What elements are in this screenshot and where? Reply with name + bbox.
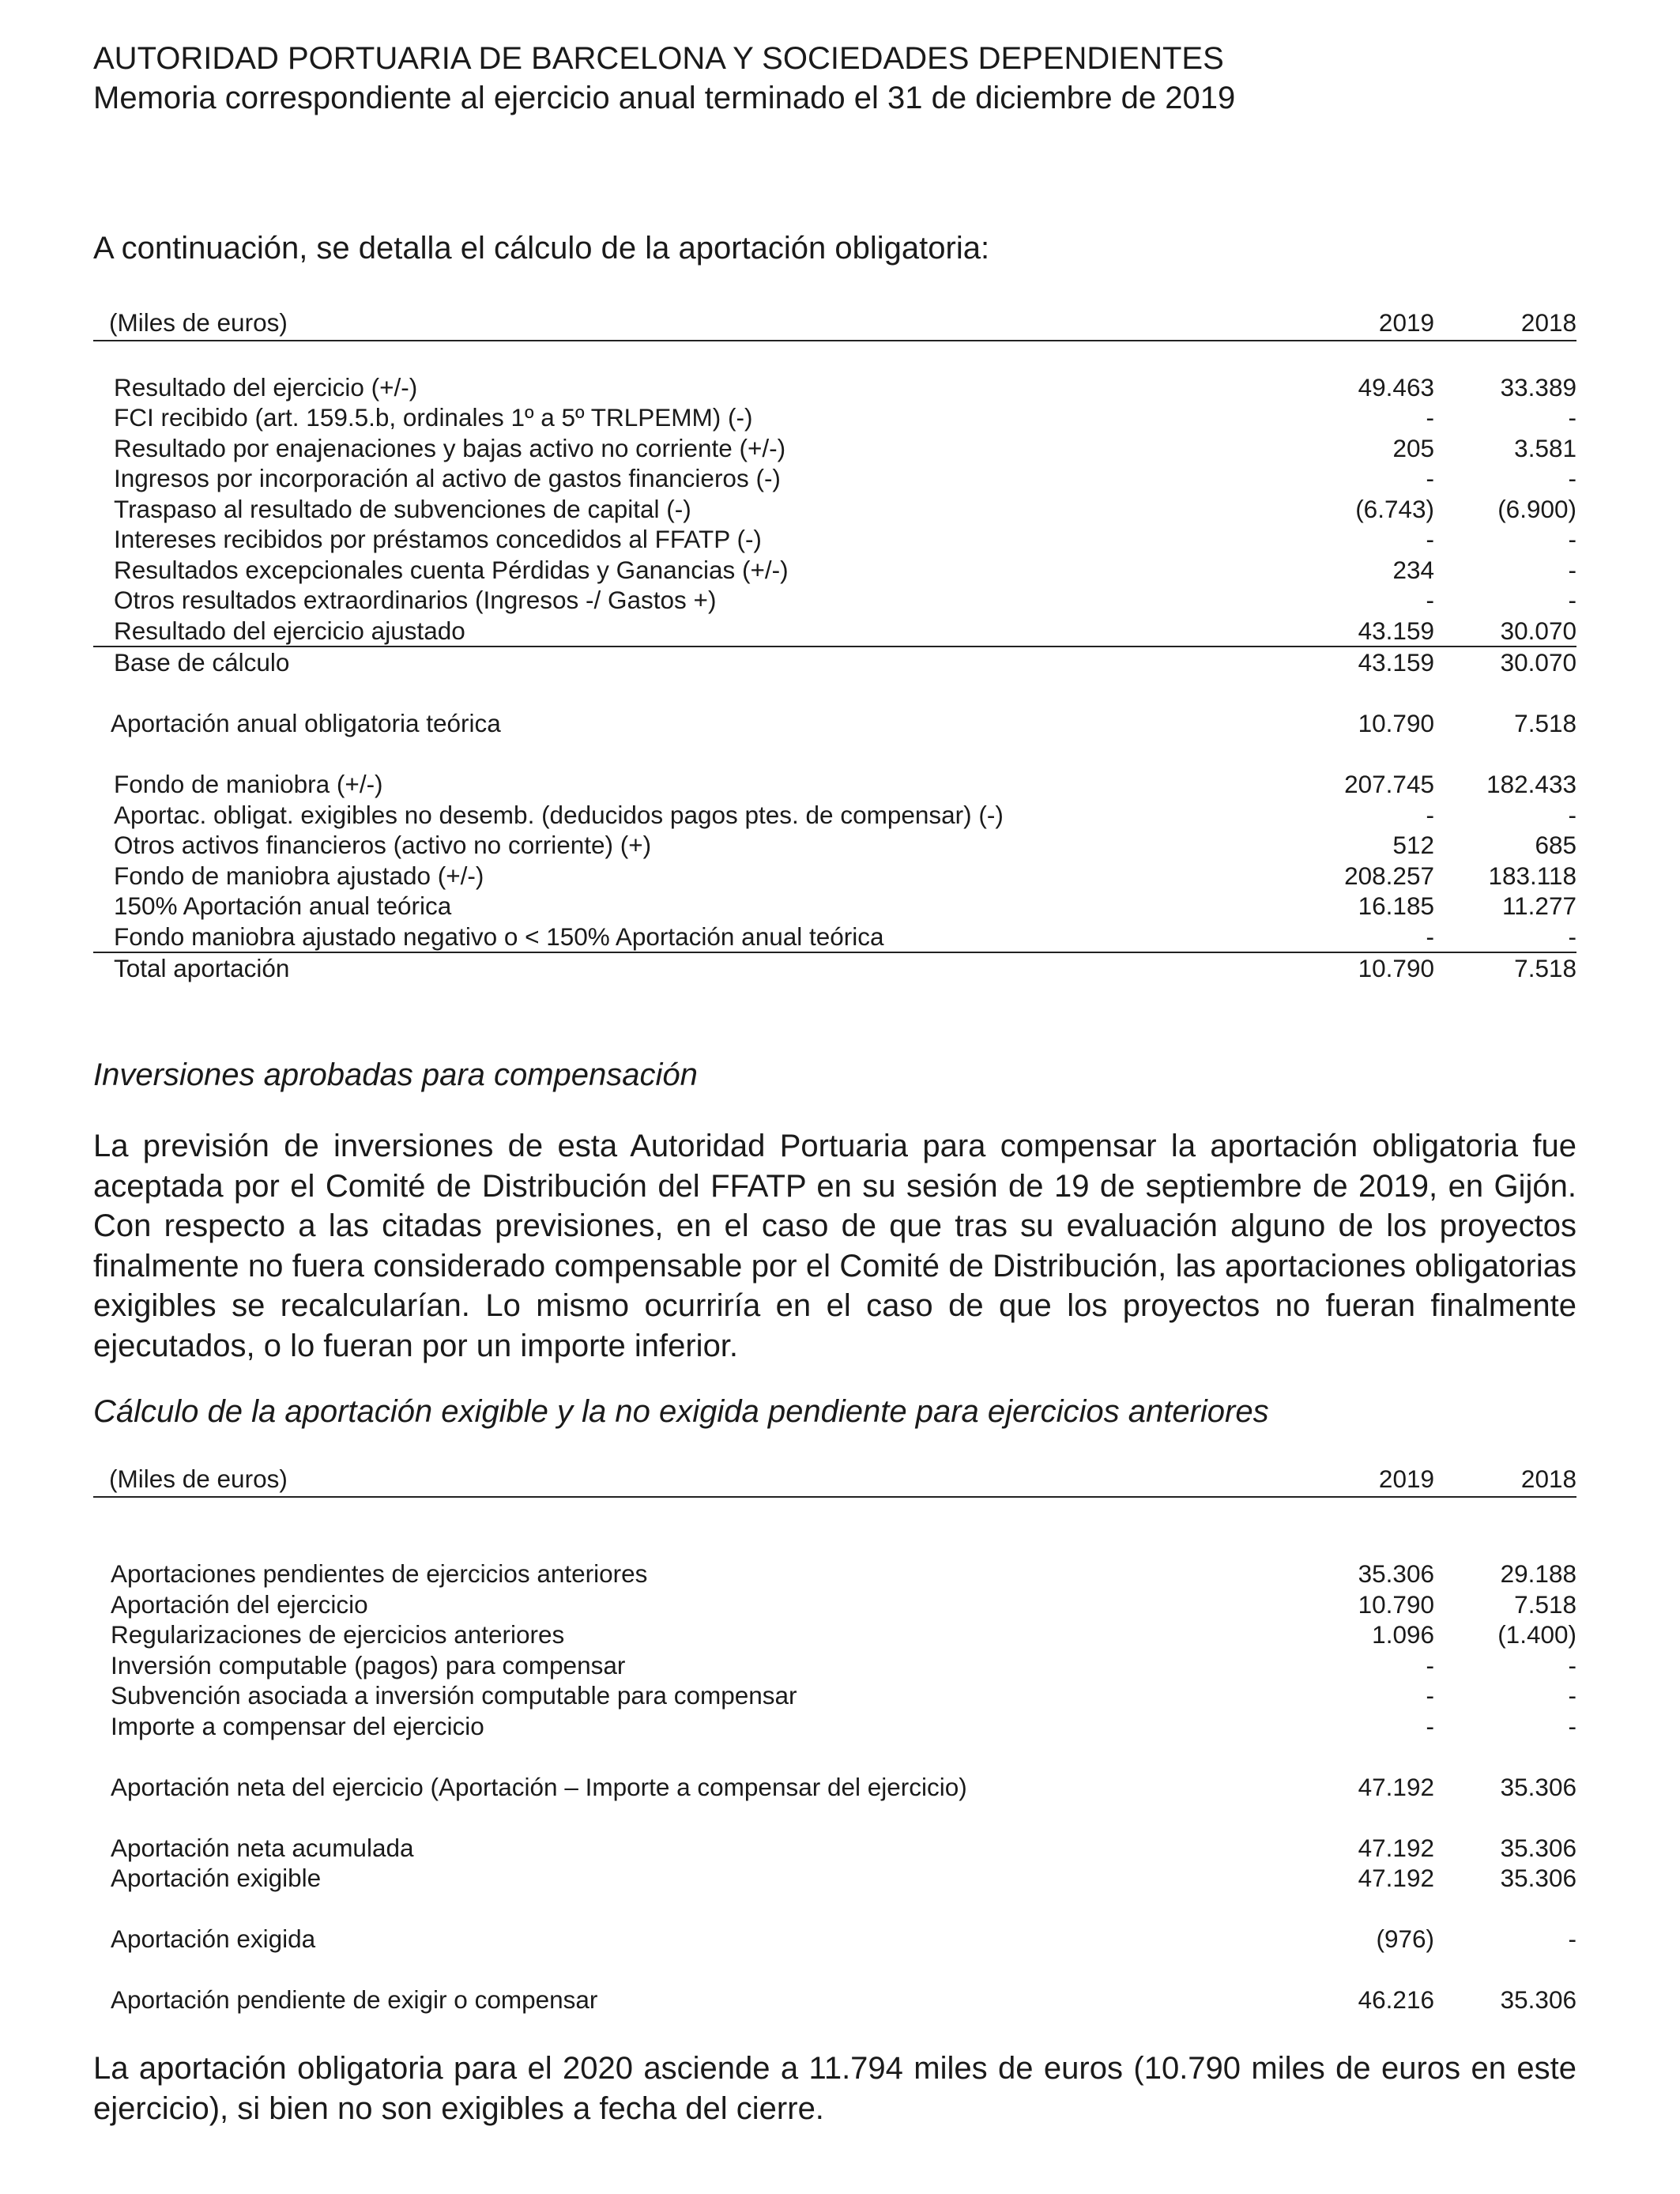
row-label: Aportación pendiente de exigir o compensar — [111, 1985, 598, 2014]
column-header-2019: 2019 — [1378, 308, 1434, 337]
table-row — [93, 1619, 1576, 1650]
value-2019: - — [1426, 586, 1434, 614]
row-label: Aportación neta acumulada — [111, 1833, 414, 1862]
table-row — [93, 1924, 1576, 1955]
row-label: Aportación del ejercicio — [111, 1589, 368, 1619]
value-2019: - — [1426, 922, 1434, 951]
row-label: Aportación exigida — [111, 1924, 316, 1953]
value-2019: 512 — [1392, 831, 1434, 859]
table-row — [93, 800, 1576, 831]
value-2019: - — [1426, 1650, 1434, 1679]
value-2018: - — [1568, 525, 1576, 553]
value-2019: 16.185 — [1358, 892, 1434, 920]
value-2018: 11.277 — [1501, 892, 1576, 920]
value-2019: 47.192 — [1358, 1772, 1434, 1801]
intro-text: A continuación, se detalla el cálculo de la aportación obligatoria: — [93, 231, 990, 266]
value-2018: 182.433 — [1486, 770, 1576, 798]
value-2019: 10.790 — [1358, 709, 1434, 737]
table-row — [93, 769, 1576, 800]
value-2019: 208.257 — [1344, 861, 1434, 890]
value-2019: 49.463 — [1358, 372, 1434, 401]
table-row — [93, 555, 1576, 586]
table-row — [93, 830, 1576, 861]
unit-label: (Miles de euros) — [109, 308, 288, 337]
value-2018: 35.306 — [1500, 1985, 1576, 2014]
value-2019: 47.192 — [1358, 1864, 1434, 1892]
value-2018: - — [1568, 464, 1576, 492]
row-label: Aportación anual obligatoria teórica — [111, 709, 501, 737]
value-2018: 7.518 — [1514, 709, 1576, 737]
table-row — [93, 463, 1576, 494]
row-label: Resultado del ejercicio (+/-) — [114, 372, 418, 401]
table-row — [93, 861, 1576, 892]
section-title-calculo-aportacion: Cálculo de la aportación exigible y la no exigida pendiente para ejercicios anteriores — [93, 1394, 1269, 1429]
row-label: Traspaso al resultado de subvenciones de capital (-) — [114, 494, 691, 523]
table-row — [93, 708, 1576, 739]
document-header-entity: AUTORIDAD PORTUARIA DE BARCELONA Y SOCIEDADES DEPENDIENTES — [93, 41, 1224, 76]
column-header-2019: 2019 — [1378, 1465, 1434, 1493]
value-2019: 207.745 — [1344, 770, 1434, 798]
table-row — [93, 433, 1576, 464]
value-2018: - — [1568, 1924, 1576, 1953]
value-2019: - — [1426, 525, 1434, 553]
value-2019: - — [1426, 800, 1434, 829]
row-label: Base de cálculo — [114, 648, 290, 677]
value-2019: 205 — [1392, 433, 1434, 462]
paragraph-inversiones: La previsión de inversiones de esta Autoridad Portuaria para compensar la aportación obligatoria fue aceptada por el Comité de Distribución del FFATP en su sesión de 19 de septiembre de 2019, en Gijón. Con respecto a las citadas previsiones, en el caso de que tras su evaluación alguno de los proyectos finalmente no fuera considerado compensable por el Comité de Distribución, las aportaciones obligatorias exigibles se recalcularían. Lo mismo ocurriría en el caso de que los proyectos no fueran finalmente ejecutados, o lo fueran por un importe inferior. — [93, 1129, 1576, 1363]
table-row — [93, 1833, 1576, 1864]
table-row — [93, 1711, 1576, 1742]
aportacion-obligatoria-table — [93, 305, 1576, 984]
table-header-row — [93, 1461, 1576, 1497]
table-header-row — [93, 305, 1576, 341]
row-label: Fondo de maniobra ajustado (+/-) — [114, 861, 484, 890]
value-2019: - — [1426, 464, 1434, 492]
value-2019: 10.790 — [1358, 954, 1434, 982]
value-2019: 43.159 — [1358, 616, 1434, 645]
table-row — [93, 1559, 1576, 1589]
value-2018: - — [1568, 1650, 1576, 1679]
table-row — [93, 524, 1576, 555]
row-label: Otros resultados extraordinarios (Ingresos -/ Gastos +) — [114, 586, 717, 614]
row-label: Otros activos financieros (activo no corriente) (+) — [114, 831, 652, 859]
row-label: Regularizaciones de ejercicios anteriores — [111, 1620, 565, 1649]
value-2019: - — [1426, 403, 1434, 432]
value-2018: (1.400) — [1497, 1620, 1576, 1649]
unit-label: (Miles de euros) — [109, 1465, 288, 1493]
row-label: Inversión computable (pagos) para compensar — [111, 1650, 626, 1679]
column-header-2018: 2018 — [1520, 1465, 1576, 1493]
table-row — [93, 372, 1576, 403]
row-label: Ingresos por incorporación al activo de gastos financieros (-) — [114, 464, 781, 492]
value-2019: 35.306 — [1358, 1559, 1434, 1588]
column-header-2018: 2018 — [1520, 308, 1576, 337]
value-2018: 35.306 — [1500, 1772, 1576, 1801]
table-row — [93, 616, 1576, 647]
value-2018: - — [1568, 403, 1576, 432]
value-2018: - — [1568, 922, 1576, 951]
value-2018: (6.900) — [1497, 494, 1576, 523]
value-2019: - — [1426, 1711, 1434, 1740]
table-row — [93, 494, 1576, 525]
table-row — [93, 922, 1576, 953]
table-row — [93, 952, 1576, 984]
row-label: FCI recibido (art. 159.5.b, ordinales 1º a 5º TRLPEMM) (-) — [114, 403, 753, 432]
value-2018: 7.518 — [1514, 1589, 1576, 1619]
document-header-subtitle: Memoria correspondiente al ejercicio anual terminado el 31 de diciembre de 2019 — [93, 81, 1236, 115]
value-2019: 1.096 — [1372, 1620, 1434, 1649]
value-2019: (976) — [1376, 1924, 1434, 1953]
table-row — [93, 1650, 1576, 1681]
row-label: Total aportación — [114, 954, 290, 982]
table-row — [93, 1985, 1576, 2015]
section-title-inversiones: Inversiones aprobadas para compensación — [93, 1057, 698, 1092]
value-2019: 43.159 — [1358, 648, 1434, 677]
value-2019: 234 — [1392, 555, 1434, 584]
row-label: Resultado del ejercicio ajustado — [114, 616, 465, 645]
value-2018: 7.518 — [1514, 954, 1576, 982]
row-label: Aportación exigible — [111, 1864, 322, 1892]
value-2018: 685 — [1535, 831, 1576, 859]
row-label: Subvención asociada a inversión computable para compensar — [111, 1681, 797, 1710]
value-2018: - — [1568, 586, 1576, 614]
value-2018: 35.306 — [1500, 1864, 1576, 1892]
row-label: Aportaciones pendientes de ejercicios anteriores — [111, 1559, 648, 1588]
value-2018: 29.188 — [1500, 1559, 1576, 1588]
value-2018: 35.306 — [1500, 1833, 1576, 1862]
table-row — [93, 891, 1576, 922]
row-label: Importe a compensar del ejercicio — [111, 1711, 484, 1740]
table-row — [93, 1589, 1576, 1620]
row-label: 150% Aportación anual teórica — [114, 892, 452, 920]
value-2018: 183.118 — [1488, 861, 1576, 890]
aportacion-exigible-table — [93, 1461, 1576, 2015]
value-2018: - — [1568, 800, 1576, 829]
table-row — [93, 585, 1576, 616]
value-2018: - — [1568, 1711, 1576, 1740]
value-2018: 30.070 — [1500, 616, 1576, 645]
row-label: Fondo de maniobra (+/-) — [114, 770, 383, 798]
row-label: Aportación neta del ejercicio (Aportación – Importe a compensar del ejercicio) — [111, 1772, 967, 1801]
row-label: Resultados excepcionales cuenta Pérdidas y Ganancias (+/-) — [114, 555, 789, 584]
table-row — [93, 1680, 1576, 1711]
value-2018: 33.389 — [1500, 372, 1576, 401]
value-2019: 46.216 — [1358, 1985, 1434, 2014]
table-row — [93, 1863, 1576, 1894]
value-2019: (6.743) — [1355, 494, 1434, 523]
value-2018: - — [1568, 555, 1576, 584]
table-row — [93, 1772, 1576, 1803]
value-2019: 10.790 — [1358, 1589, 1434, 1619]
row-label: Aportac. obligat. exigibles no desemb. (deducidos pagos ptes. de compensar) (-) — [114, 800, 1004, 829]
row-label: Fondo maniobra ajustado negativo o < 150% Aportación anual teórica — [114, 922, 884, 951]
value-2018: 3.581 — [1514, 433, 1576, 462]
paragraph-aportacion-2020: La aportación obligatoria para el 2020 asciende a 11.794 miles de euros (10.790 miles de euros en este ejercicio), si bien no son exigibles a fecha del cierre. — [93, 2051, 1576, 2126]
table-row — [93, 402, 1576, 433]
value-2019: - — [1426, 1681, 1434, 1710]
table-row — [93, 647, 1576, 678]
value-2018: - — [1568, 1681, 1576, 1710]
value-2019: 47.192 — [1358, 1833, 1434, 1862]
value-2018: 30.070 — [1500, 648, 1576, 677]
row-label: Intereses recibidos por préstamos concedidos al FFATP (-) — [114, 525, 762, 553]
row-label: Resultado por enajenaciones y bajas activo no corriente (+/-) — [114, 433, 786, 462]
